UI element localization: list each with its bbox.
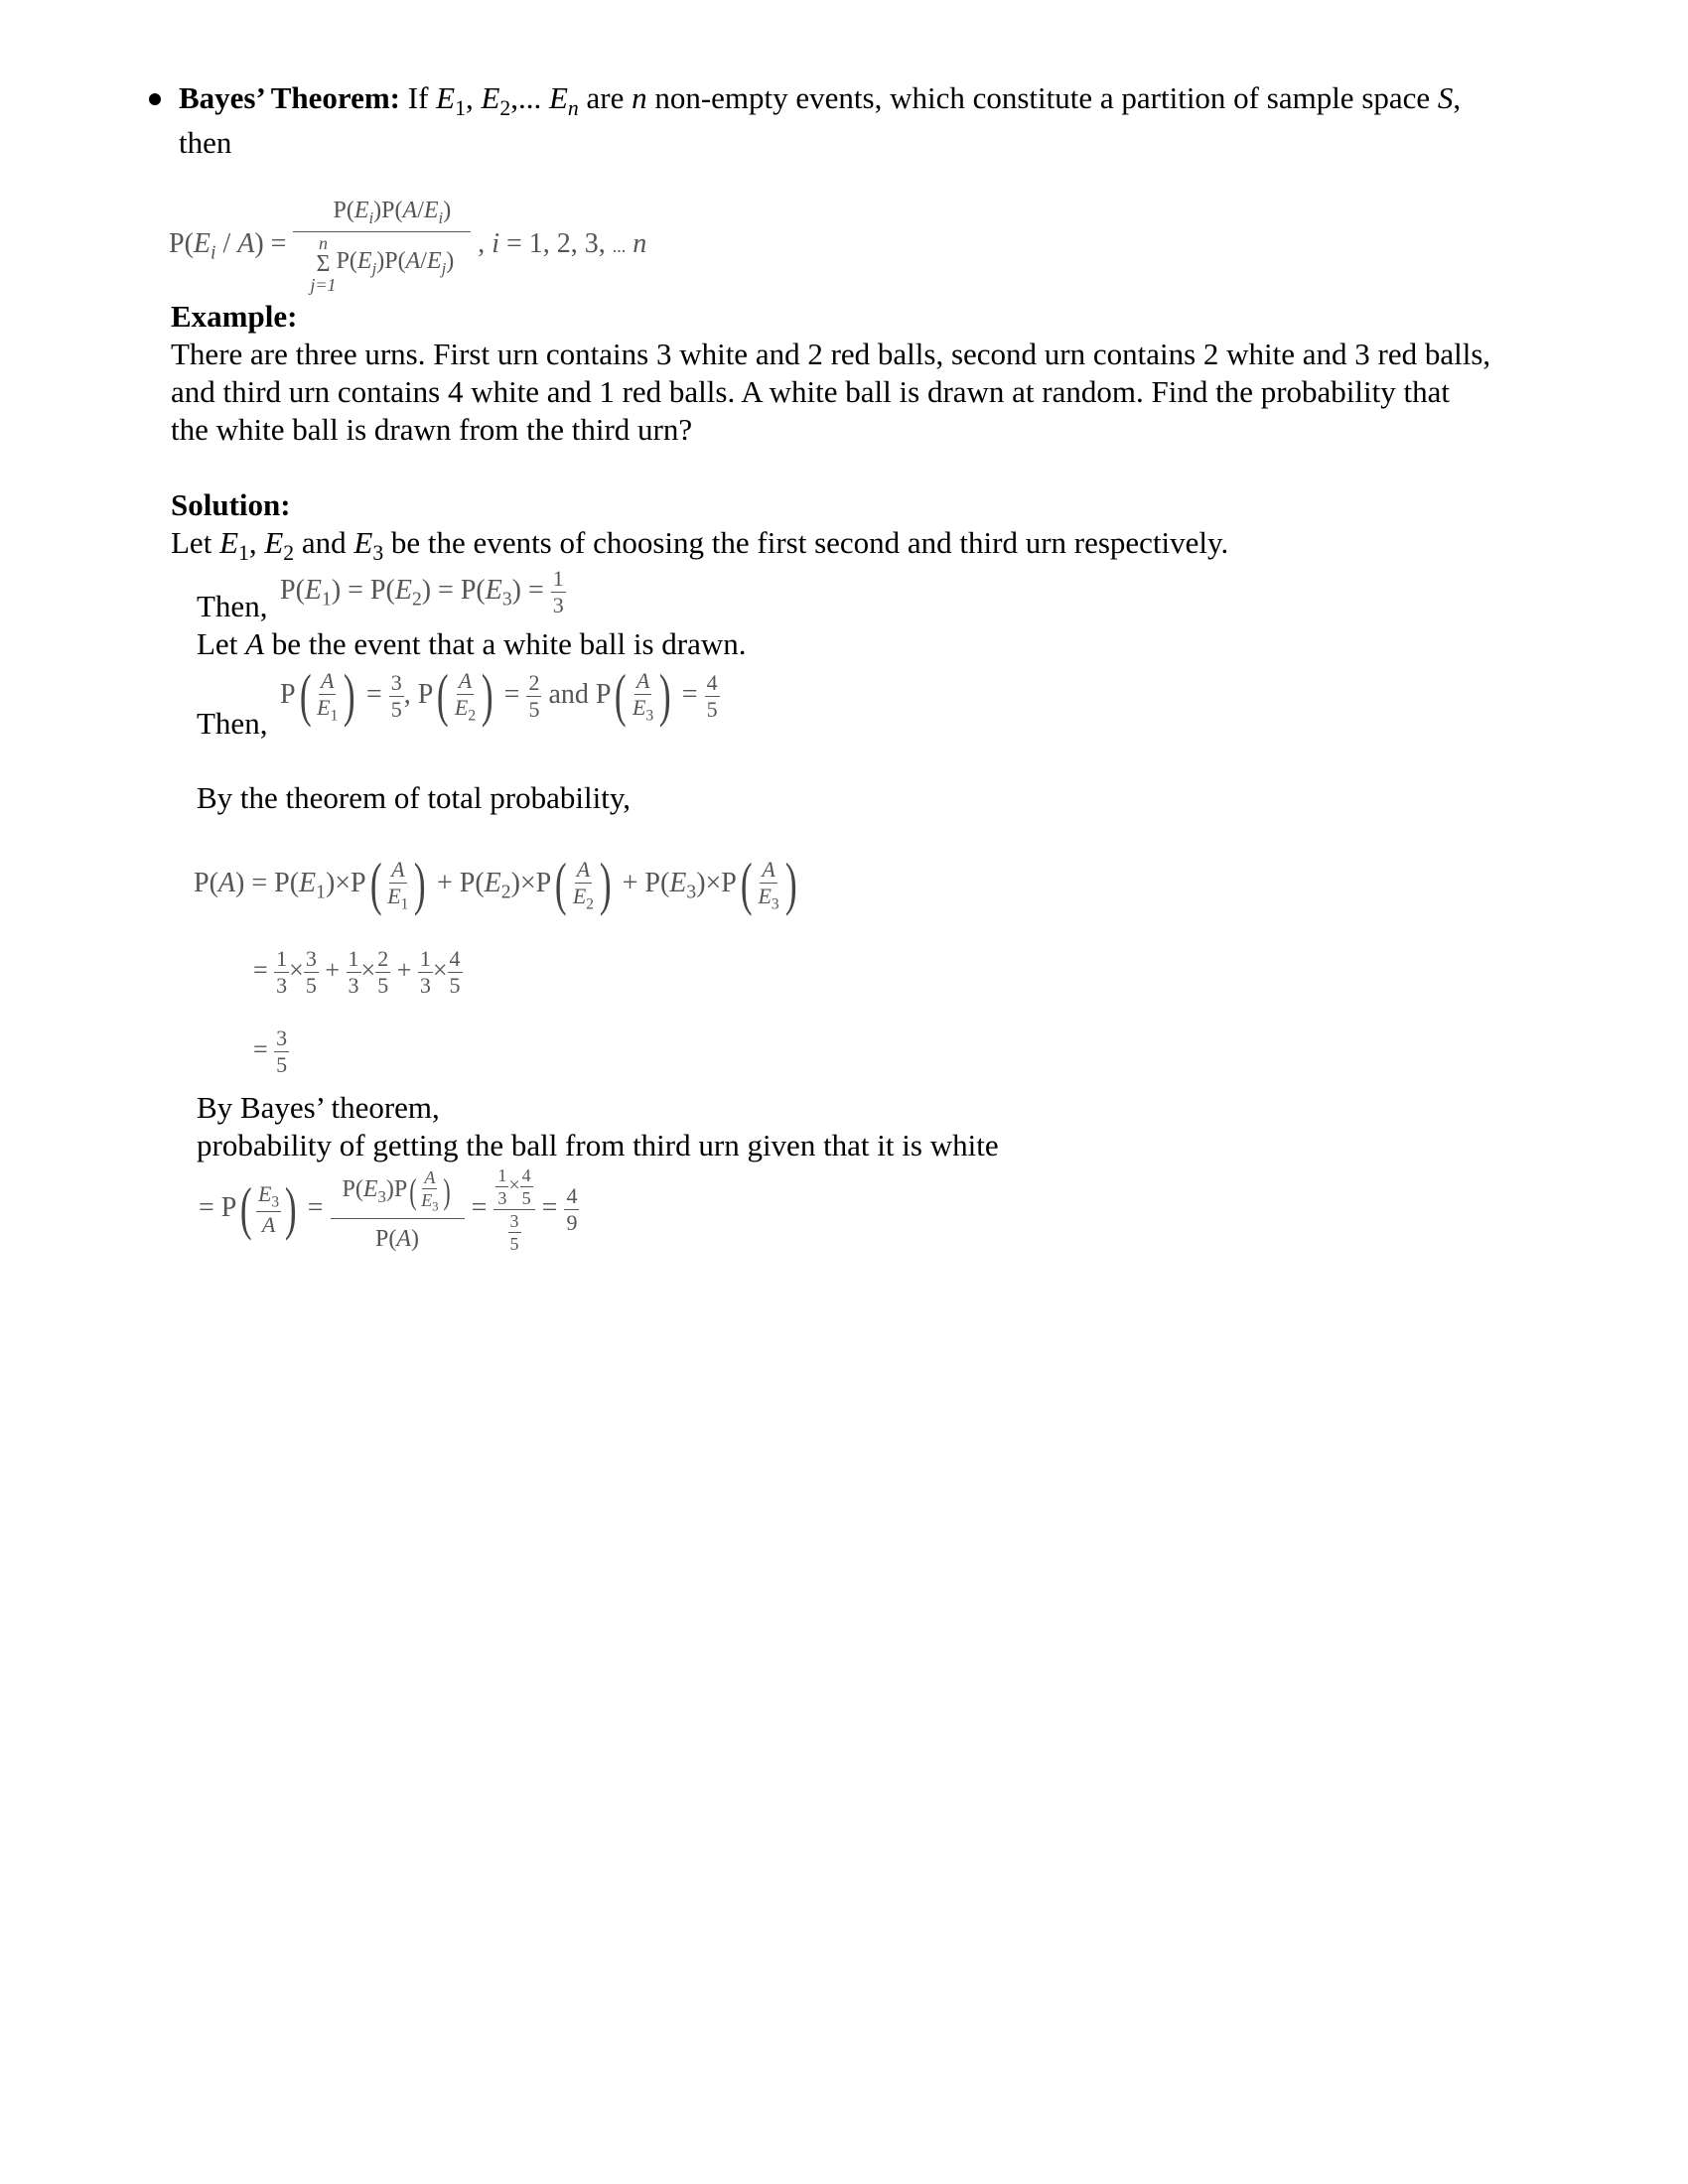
bayes-line1: If $E_1$, $E_2$,... $E_n$ are n non-empty events, which constitute a partition of sample space S,	[407, 80, 1462, 121]
then-1: Then,	[197, 589, 268, 623]
bullet-icon	[149, 93, 161, 105]
bayes-formula	[169, 199, 646, 294]
formula-rhs: , i = 1, 2, 3, ... n	[478, 228, 647, 260]
bayes-label: Bayes’ Theorem:	[179, 80, 400, 115]
example-line-3: the white ball is drawn from the third urn?	[171, 412, 693, 447]
total-prob-values: = $\frac{1}{3}$ × $\frac{3}{5}$ + $\frac{1}{3}$ × $\frac{2}{5}$ + $\frac{1}{3}$ × $\frac{4}{5}$	[253, 946, 461, 998]
total-prob-formula: $P(A) = P(E_1)\times P$ ( $\frac{A}{E_1}$ ) + $P(E_2)\times P$ ( $\frac{A}{E_2}$ ) + $P(E_3)\times P$ ( $\frac{A}{E_3}$ )	[194, 852, 797, 916]
bayes-statement	[179, 79, 1461, 127]
bayes-line2: then	[179, 125, 232, 160]
formula-numerator: $P(E_i)P(A/E_i)$	[293, 199, 471, 232]
sum-bottom: j=1	[310, 274, 337, 295]
equal-priors: $P(E_1) = P(E_2) = P(E_3)$ = $\frac{1}{3}$	[280, 566, 564, 617]
formula-lhs: $P(E_i / A)$ =	[169, 228, 287, 264]
example-line-1: There are three urns. First urn contains 3 white and 2 red balls, second urn contains 2 white and 3 red balls,	[171, 337, 1491, 371]
let-events: Let $E_1$, $E_2$ and $E_3$ be the events of choosing the first second and third urn respectively.	[171, 525, 1229, 566]
prob-given-text: probability of getting the ball from third urn given that it is white	[197, 1128, 999, 1162]
example-line-2: and third urn contains 4 white and 1 red balls. A white ball is drawn at random. Find the probability that	[171, 374, 1450, 409]
by-bayes-text: By Bayes’ theorem,	[197, 1090, 440, 1125]
sum-top: n	[318, 232, 328, 253]
likelihoods: P ( $\frac{A}{E_1}$ ) = $\frac{3}{5}$ , P ( $\frac{A}{E_2}$ ) = $\frac{2}{5}$ and P ( $\frac{A}{E_3}$ ) = $\frac{4}{5}$	[280, 663, 718, 728]
total-prob-result: = $\frac{3}{5}$	[253, 1025, 288, 1077]
let-a: Let A be the event that a white ball is drawn.	[197, 626, 747, 661]
formula-denominator: n Σ j=1 $P(E_j)P(A/E_j)$	[310, 232, 455, 295]
example-heading: Example:	[171, 299, 298, 334]
formula-fraction	[293, 199, 471, 294]
then-2: Then,	[197, 706, 268, 741]
total-prob-text: By the theorem of total probability,	[197, 780, 632, 815]
solution-heading: Solution:	[171, 487, 291, 522]
final-computation: = P ( $\frac{E_3}{A}$ ) = $P(E_3)P$ ( $\frac{A}{E_3}$ ) P(A) = $\frac{1}{3}$ × $\frac{4}{5}$ $\frac{3}{5}$ = $\frac{4}{9}$	[199, 1165, 578, 1254]
